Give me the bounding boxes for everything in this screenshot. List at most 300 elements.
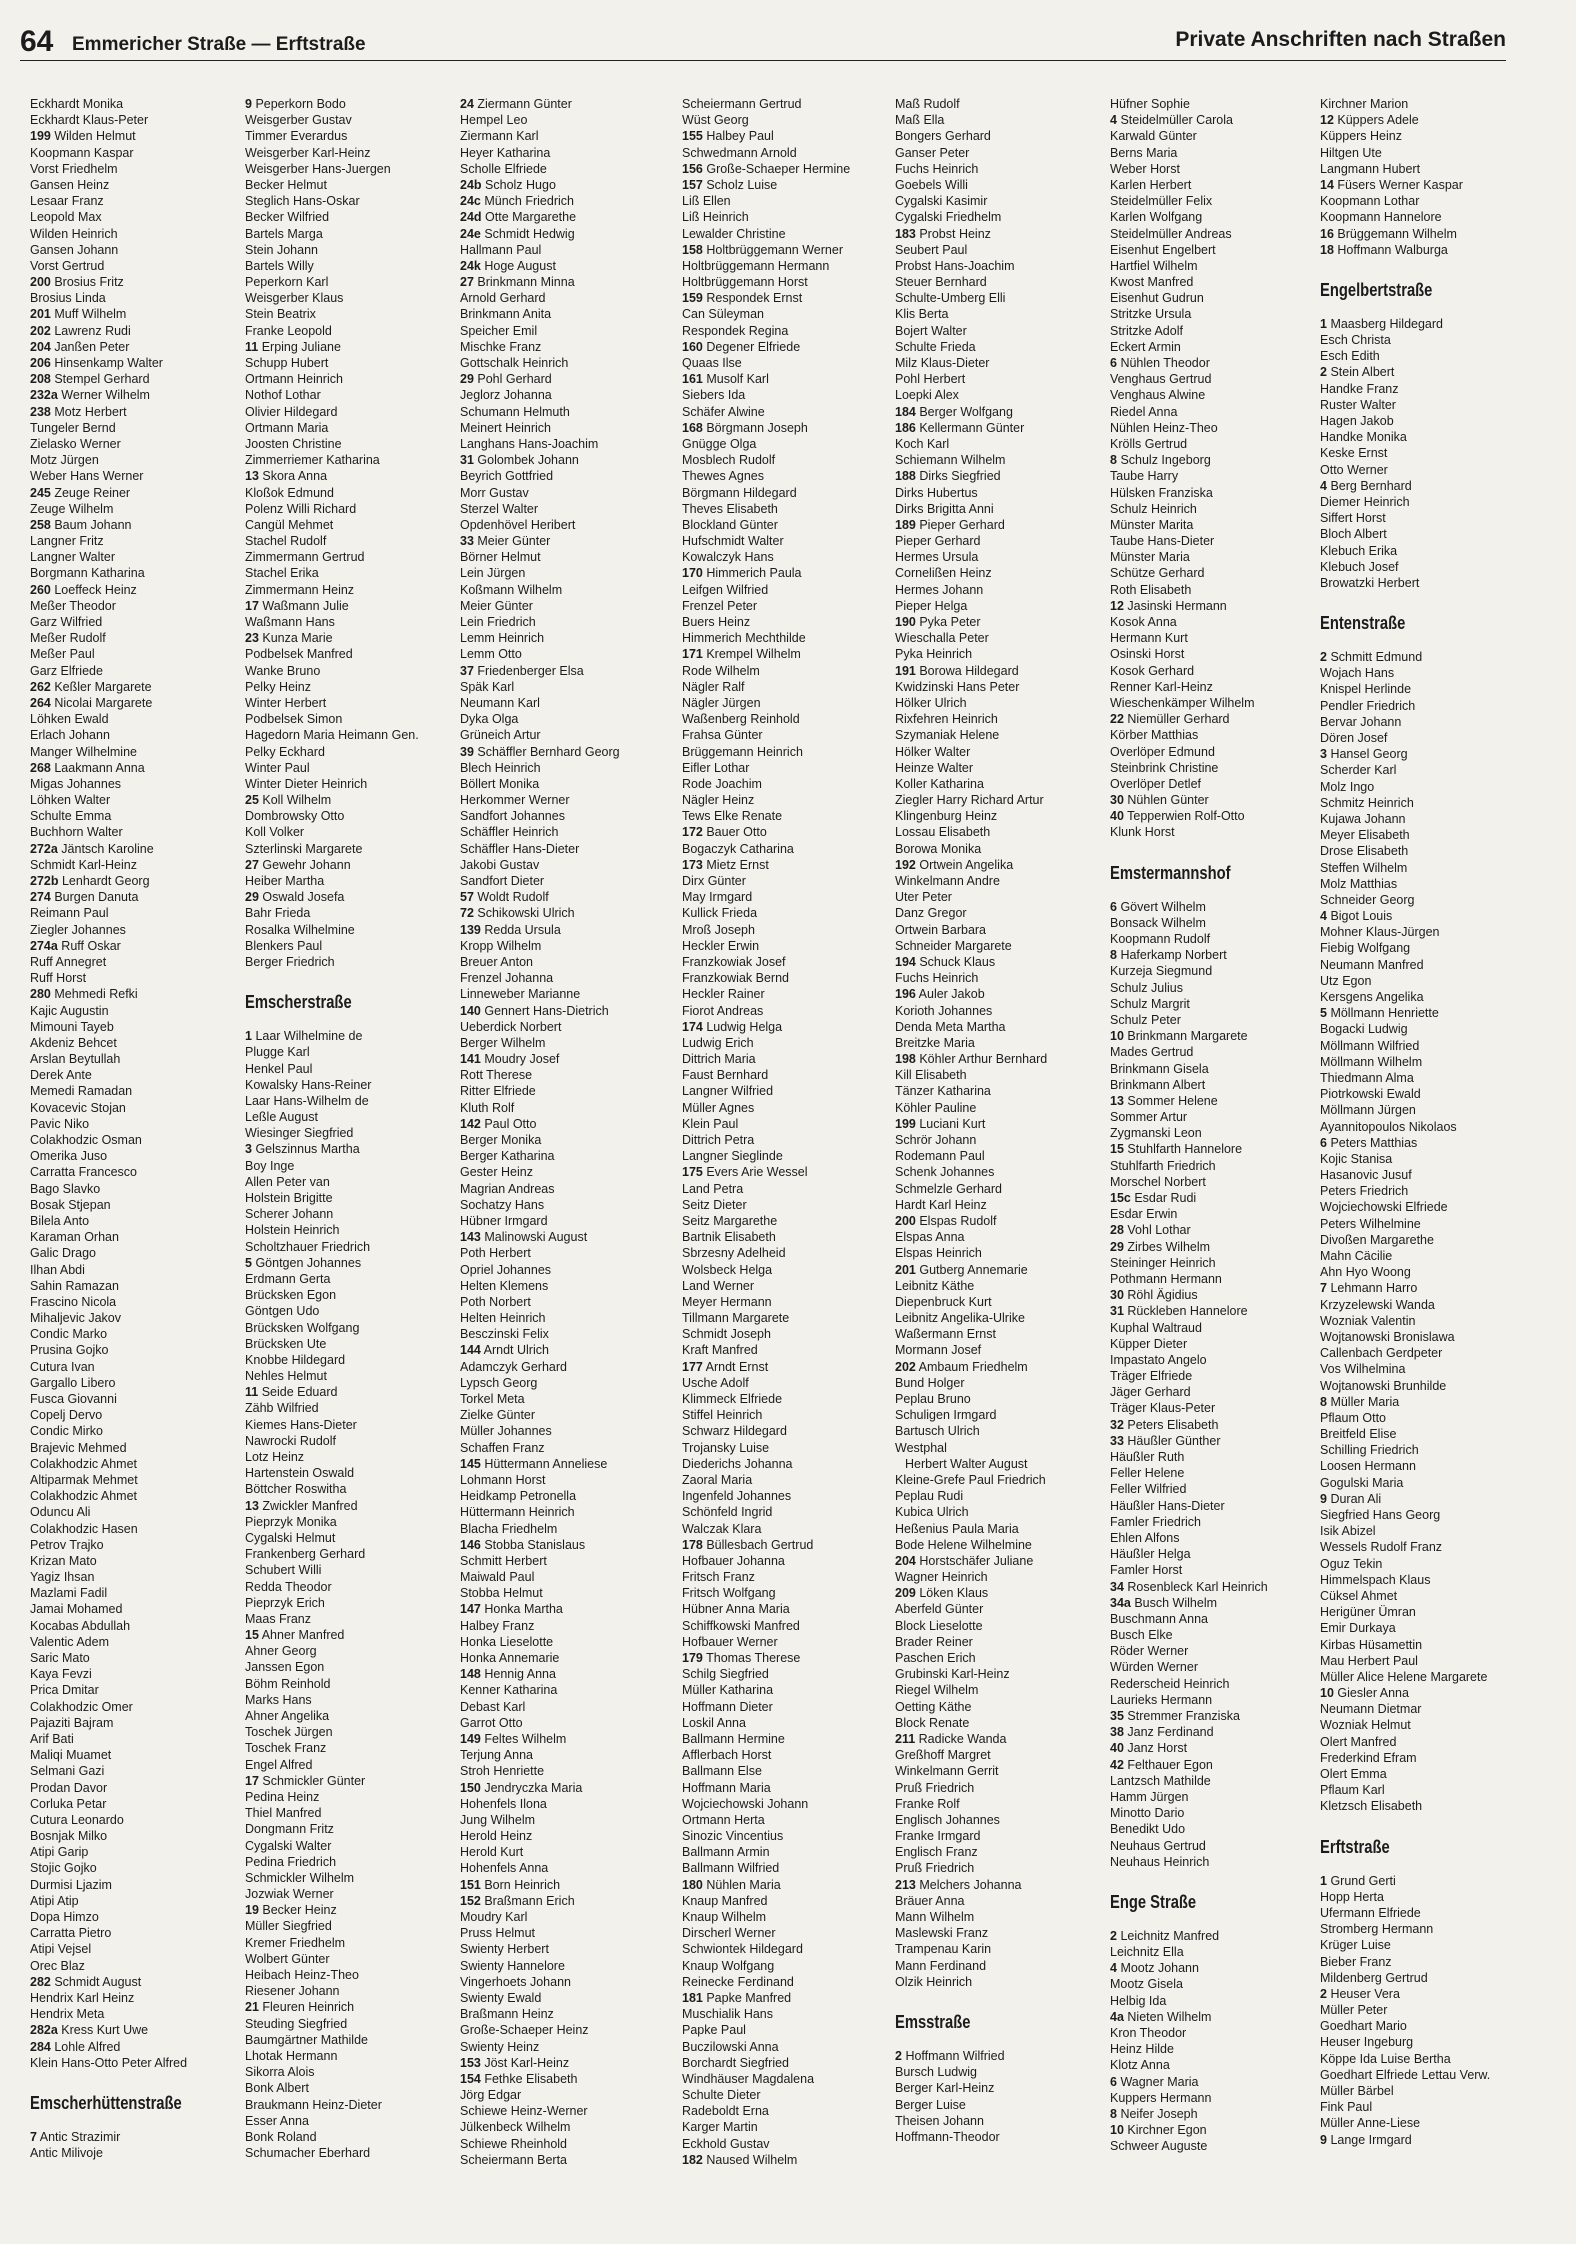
resident-name: Kurzeja Siegmund [1110, 964, 1213, 979]
address-entry [460, 1521, 672, 1537]
house-number: 198 [895, 1052, 916, 1067]
address-entry [1320, 526, 1532, 542]
address-entry [245, 1271, 457, 1287]
resident-name: Swienty Hannelore [460, 1958, 565, 1973]
address-entry [245, 209, 457, 225]
resident-name: Pruss Helmut [460, 1926, 536, 1941]
resident-name: Jendryczka Maria [484, 1780, 583, 1795]
address-entry [895, 371, 1107, 387]
resident-name: Bode Helene Wilhelmine [895, 1537, 1032, 1552]
resident-name: Langner Sieglinde [682, 1149, 783, 1164]
address-entry [682, 355, 894, 371]
resident-name: Ludwig Helga [706, 1019, 783, 1034]
address-entry [245, 1061, 457, 1077]
column-2 [245, 96, 457, 2161]
resident-name: Hoffmann Wilfried [905, 2048, 1005, 2063]
address-entry [682, 1909, 894, 1925]
resident-name: Schweer Auguste [1110, 2139, 1208, 2154]
resident-name: Neuhaus Gertrud [1110, 1838, 1206, 1853]
resident-name: Nicolai Margarete [54, 695, 153, 710]
house-number: 13 [245, 469, 259, 484]
address-entry [1320, 1523, 1532, 1539]
house-number: 262 [30, 679, 51, 694]
address-entry [895, 96, 1107, 112]
address-entry [1320, 1410, 1532, 1426]
house-number: 171 [682, 647, 703, 662]
resident-name: Born Heinrich [484, 1877, 561, 1892]
resident-name: Colakhodzic Omer [30, 1699, 133, 1714]
address-entry [30, 2022, 242, 2038]
address-entry [460, 1132, 672, 1148]
resident-name: Heuser Vera [1330, 1986, 1400, 2001]
resident-name: Afflerbach Horst [682, 1748, 772, 1763]
resident-name: Häußler Ruth [1110, 1450, 1185, 1464]
address-entry [1320, 811, 1532, 827]
address-entry [1320, 989, 1532, 1005]
resident-name: Hohenfels Ilona [460, 1796, 547, 1811]
resident-name: Baumgärtner Mathilde [245, 2032, 368, 2047]
resident-name: Schumacher Eberhard [245, 2146, 371, 2161]
address-entry [245, 1028, 457, 1044]
address-entry [460, 1585, 672, 1601]
address-entry [460, 1326, 672, 1342]
resident-name: Breitzke Maria [895, 1035, 975, 1050]
resident-name: Ilhan Abdi [30, 1262, 85, 1277]
resident-name: Paschen Erich [895, 1651, 976, 1665]
resident-name: Nägler Jürgen [682, 695, 761, 710]
address-entry [682, 1100, 894, 1116]
resident-name: Colakhodzic Osman [30, 1133, 142, 1147]
resident-name: Buers Heinz [682, 615, 751, 629]
resident-name: Venghaus Alwine [1110, 388, 1206, 403]
resident-name: Eisenhut Engelbert [1110, 242, 1216, 257]
house-number: 6 [1320, 1135, 1327, 1150]
address-entry [245, 549, 457, 565]
resident-name: Ruff Oskar [61, 938, 121, 953]
resident-name: Brinkmann Margarete [1127, 1029, 1248, 1044]
address-entry [682, 1763, 894, 1779]
address-entry [895, 323, 1107, 339]
resident-name: Halbey Paul [706, 129, 774, 144]
column-4 [682, 96, 894, 2168]
address-entry [245, 792, 457, 808]
resident-name: Berns Maria [1110, 145, 1178, 160]
resident-name: Buschmann Anna [1110, 1611, 1208, 1626]
address-entry [1320, 1937, 1532, 1953]
resident-name: Karlen Wolfgang [1110, 210, 1203, 225]
address-entry [682, 1504, 894, 1520]
address-entry [30, 1893, 242, 1909]
address-entry [245, 2048, 457, 2064]
address-entry [682, 1796, 894, 1812]
resident-name: Brosius Fritz [54, 275, 124, 290]
address-entry [460, 1666, 672, 1682]
house-number: 11 [245, 339, 259, 354]
house-number: 238 [30, 404, 51, 419]
street-heading: Enge Straße [1110, 1891, 1197, 1912]
resident-name: Cygalski Friedhelm [895, 210, 1002, 225]
resident-name: Böhm Reinhold [245, 1676, 331, 1691]
house-number: 30 [1110, 793, 1124, 808]
resident-name: Röhl Ägidius [1127, 1288, 1198, 1303]
address-entry [460, 2136, 672, 2152]
resident-name: Wagner Heinrich [895, 1570, 988, 1585]
address-entry [30, 1860, 242, 1876]
address-entry [30, 1763, 242, 1779]
address-entry [895, 679, 1107, 695]
resident-name: Renner Karl-Heinz [1110, 679, 1213, 694]
house-number: 25 [245, 793, 259, 808]
address-entry [460, 323, 672, 339]
address-entry [895, 258, 1107, 274]
house-number: 153 [460, 2055, 481, 2070]
address-entry [245, 711, 457, 727]
address-entry [682, 905, 894, 921]
resident-name: Fritsch Wolfgang [682, 1586, 776, 1601]
resident-name: Herold Kurt [460, 1845, 524, 1860]
house-number: 4 [1110, 1961, 1117, 1976]
resident-name: Orec Blaz [30, 1958, 85, 1973]
address-entry [460, 128, 672, 144]
address-entry [245, 1967, 457, 1983]
resident-name: Hölker Ulrich [895, 695, 967, 710]
resident-name: Bongers Gerhard [895, 129, 991, 144]
address-entry [1110, 1368, 1322, 1384]
resident-name: Schmidt Karl-Heinz [30, 857, 137, 872]
address-entry [245, 1627, 457, 1643]
address-entry [682, 1229, 894, 1245]
address-entry [682, 1537, 894, 1553]
address-entry [1110, 1303, 1322, 1319]
resident-name: Heuser Ingeburg [1320, 2035, 1414, 2050]
address-entry [682, 824, 894, 840]
resident-name: Weber Hans Werner [30, 469, 144, 484]
resident-name: Mildenberg Gertrud [1320, 1970, 1428, 1985]
address-entry [682, 970, 894, 986]
address-entry [1320, 1475, 1532, 1491]
resident-name: Benedikt Udo [1110, 1822, 1186, 1837]
address-entry [460, 1925, 672, 1941]
address-entry [1320, 795, 1532, 811]
house-number: 144 [460, 1343, 481, 1358]
address-entry [1110, 145, 1322, 161]
house-number: 168 [682, 420, 703, 435]
address-entry [30, 1941, 242, 1957]
resident-name: Langner Walter [30, 550, 115, 565]
address-entry [245, 1643, 457, 1659]
address-entry [682, 1634, 894, 1650]
resident-name: Gester Heinz [460, 1165, 533, 1180]
address-entry [1320, 145, 1532, 161]
address-entry [30, 792, 242, 808]
address-entry [1110, 646, 1322, 662]
address-entry [1110, 1854, 1322, 1870]
address-entry [1320, 1604, 1532, 1620]
resident-name: Mehmedi Refki [54, 987, 138, 1002]
address-entry [1110, 2074, 1322, 2090]
resident-name: Jäger Gerhard [1110, 1385, 1191, 1400]
address-entry [682, 1067, 894, 1083]
resident-name: Börgmann Joseph [706, 420, 808, 435]
address-entry [1320, 1038, 1532, 1054]
resident-name: Nieten Wilhelm [1127, 2009, 1212, 2024]
address-entry [895, 630, 1107, 646]
address-entry [245, 1870, 457, 1886]
address-entry [30, 954, 242, 970]
resident-name: Pieper Helga [895, 598, 968, 613]
address-entry [895, 1019, 1107, 1035]
address-entry [682, 2119, 894, 2135]
resident-name: Janz Ferdinand [1127, 1725, 1214, 1740]
resident-name: Heinz Hilde [1110, 2042, 1174, 2057]
address-entry [30, 744, 242, 760]
resident-name: Hufschmidt Walter [682, 534, 784, 549]
resident-name: Holstein Brigitte [245, 1191, 333, 1205]
resident-name: Pedina Heinz [245, 1789, 320, 1804]
address-entry [30, 323, 242, 339]
resident-name: Zaoral Maria [682, 1472, 753, 1487]
address-entry [895, 177, 1107, 193]
address-entry [895, 1148, 1107, 1164]
resident-name: Schikowski Ulrich [477, 906, 575, 921]
resident-name: Hoge August [484, 258, 556, 273]
house-number: 149 [460, 1731, 481, 1746]
resident-name: Becker Heinz [262, 1903, 337, 1918]
address-entry [895, 565, 1107, 581]
address-entry [460, 1763, 672, 1779]
house-number: 184 [895, 404, 916, 419]
column-5 [895, 96, 1107, 2145]
resident-name: Kenner Katharina [460, 1683, 558, 1698]
address-entry [1110, 663, 1322, 679]
resident-name: Molz Matthias [1320, 876, 1398, 891]
address-entry [895, 1537, 1107, 1553]
resident-name: Lesaar Franz [30, 194, 104, 209]
address-entry [1320, 1199, 1532, 1215]
address-entry [895, 663, 1107, 679]
address-entry [682, 485, 894, 501]
address-entry [895, 614, 1107, 630]
address-entry [682, 1035, 894, 1051]
address-entry [460, 1148, 672, 1164]
resident-name: Hansel Georg [1330, 747, 1408, 762]
address-entry [30, 1262, 242, 1278]
address-entry [245, 1109, 457, 1125]
resident-name: Omerika Juso [30, 1149, 108, 1164]
resident-name: Schumann Helmuth [460, 404, 570, 419]
resident-name: Schütze Gerhard [1110, 566, 1205, 581]
resident-name: Steglich Hans-Oskar [245, 194, 360, 209]
address-entry [245, 2129, 457, 2145]
address-entry [245, 582, 457, 598]
address-entry [1110, 1976, 1322, 1992]
resident-name: Dopa Himzo [30, 1910, 99, 1924]
resident-name: Pohl Herbert [895, 372, 966, 387]
house-number: 201 [895, 1262, 916, 1277]
address-entry [1110, 931, 1322, 947]
resident-name: Mroß Joseph [682, 922, 755, 937]
house-number: 14 [1320, 177, 1334, 192]
address-entry [895, 452, 1107, 468]
resident-name: Wojach Hans [1320, 666, 1395, 681]
house-number: 146 [460, 1537, 481, 1552]
address-entry [682, 1780, 894, 1796]
address-entry [895, 841, 1107, 857]
house-number: 24k [460, 258, 481, 273]
resident-name: Antic Milivoje [30, 2146, 103, 2161]
resident-name: Handke Monika [1320, 430, 1407, 445]
address-entry [30, 760, 242, 776]
address-entry [1110, 161, 1322, 177]
resident-name: Wiesinger Siegfried [245, 1126, 354, 1141]
address-entry [30, 1585, 242, 1601]
resident-name: Schäffler Heinrich [460, 825, 559, 840]
resident-name: Mazlami Fadil [30, 1586, 108, 1601]
resident-name: Jülkenbeck Wilhelm [460, 2120, 571, 2135]
resident-name: Berger Wilhelm [460, 1035, 546, 1050]
house-number: 204 [30, 339, 51, 354]
resident-name: Meßer Rudolf [30, 631, 106, 646]
address-entry [460, 1893, 672, 1909]
resident-name: Hermann Kurt [1110, 631, 1188, 646]
resident-name: Grubinski Karl-Heinz [895, 1667, 1010, 1682]
address-entry [30, 1618, 242, 1634]
resident-name: Nühlen Theodor [1120, 356, 1210, 370]
column-1 [30, 96, 242, 2161]
address-entry [1320, 2099, 1532, 2115]
house-number: 154 [460, 2071, 481, 2086]
address-entry [30, 1067, 242, 1083]
address-entry [1110, 1708, 1322, 1724]
resident-name: Müller Bärbel [1320, 2084, 1394, 2098]
resident-name: Esch Christa [1320, 333, 1391, 348]
resident-name: Greßhoff Margret [895, 1748, 991, 1763]
address-entry [682, 760, 894, 776]
resident-name: Hülsken Franziska [1110, 485, 1213, 500]
resident-name: Schrör Johann [895, 1133, 977, 1147]
address-entry [1320, 843, 1532, 859]
house-number: 183 [895, 226, 916, 241]
address-entry [895, 1440, 1107, 1456]
resident-name: Esch Edith [1320, 349, 1380, 364]
resident-name: Bonk Albert [245, 2081, 309, 2096]
address-entry [245, 1093, 457, 1109]
address-entry [30, 1278, 242, 1294]
resident-name: Arnold Gerhard [460, 291, 546, 306]
resident-name: Rixfehren Heinrich [895, 712, 998, 727]
resident-name: Ortwein Barbara [895, 922, 987, 937]
address-entry [895, 1407, 1107, 1423]
resident-name: Brücksken Ute [245, 1336, 327, 1351]
resident-name: Mahn Cäcilie [1320, 1249, 1393, 1263]
house-number: 32 [1110, 1417, 1124, 1432]
resident-name: Thiel Manfred [245, 1806, 322, 1821]
resident-name: Ambaum Friedhelm [918, 1359, 1028, 1374]
resident-name: Ziegler Harry Richard Artur [895, 793, 1044, 808]
address-entry [245, 1481, 457, 1497]
address-entry [1320, 2002, 1532, 2018]
address-entry [460, 452, 672, 468]
address-entry [682, 436, 894, 452]
resident-name: Isik Abizel [1320, 1524, 1376, 1539]
address-entry [895, 306, 1107, 322]
address-entry [682, 1877, 894, 1893]
resident-name: Loepki Alex [895, 388, 959, 403]
resident-name: Büllesbach Gertrud [706, 1537, 814, 1552]
address-entry [682, 1488, 894, 1504]
address-entry [895, 1359, 1107, 1375]
resident-name: Boy Inge [245, 1158, 295, 1173]
address-entry [1320, 445, 1532, 461]
resident-name: Opdenhövel Heribert [460, 517, 576, 532]
address-entry [1320, 1507, 1532, 1523]
resident-name: Wolbert Günter [245, 1951, 330, 1966]
address-entry [1110, 1643, 1322, 1659]
house-number: 208 [30, 372, 51, 387]
resident-name: Bloch Albert [1320, 527, 1387, 542]
address-entry [30, 501, 242, 517]
resident-name: Grund Gerti [1330, 1873, 1396, 1888]
resident-name: Schenk Johannes [895, 1165, 995, 1180]
resident-name: Braukmann Heinz-Dieter [245, 2097, 382, 2112]
address-entry [460, 1456, 672, 1472]
address-entry [245, 1417, 457, 1433]
resident-name: Münster Marita [1110, 517, 1194, 532]
address-entry [30, 1909, 242, 1925]
resident-name: Manger Wilhelmine [30, 744, 137, 759]
resident-name: Schäffler Hans-Dieter [460, 841, 580, 856]
resident-name: Ruff Horst [30, 971, 87, 986]
address-entry [460, 274, 672, 290]
resident-name: Schmitt Edmund [1330, 650, 1423, 665]
address-entry [682, 242, 894, 258]
resident-name: Hofbauer Werner [682, 1634, 778, 1649]
resident-name: Naused Wilhelm [706, 2152, 798, 2167]
address-entry [1110, 1271, 1322, 1287]
resident-name: Gansen Heinz [30, 177, 110, 192]
resident-name: Stritzke Ursula [1110, 307, 1192, 322]
resident-name: Berger Monika [460, 1133, 542, 1147]
address-entry [1110, 565, 1322, 581]
resident-name: Diepenbruck Kurt [895, 1294, 992, 1309]
address-entry [682, 1682, 894, 1698]
resident-name: Winkelmann Gerrit [895, 1764, 999, 1779]
address-entry [1110, 1530, 1322, 1546]
resident-name: Stuhlfarth Friedrich [1110, 1158, 1216, 1173]
resident-name: Himmelspach Klaus [1320, 1572, 1431, 1587]
resident-name: Swienty Heinz [460, 2039, 540, 2054]
address-entry [895, 2064, 1107, 2080]
address-entry [30, 1245, 242, 1261]
resident-name: Fethke Elisabeth [484, 2071, 578, 2086]
address-entry [895, 1003, 1107, 1019]
street-heading: Emstermannshof [1110, 862, 1231, 883]
resident-name: Hiltgen Ute [1320, 145, 1382, 160]
resident-name: Trojansky Luise [682, 1440, 770, 1455]
resident-name: Schulz Julius [1110, 980, 1183, 995]
resident-name: Pieper Gerhard [919, 517, 1005, 532]
resident-name: Pyka Peter [919, 615, 981, 629]
address-entry [30, 1844, 242, 1860]
address-entry [895, 1456, 1107, 1472]
address-entry [460, 1181, 672, 1197]
address-entry [245, 1740, 457, 1756]
resident-name: Lemm Heinrich [460, 631, 545, 646]
address-entry [245, 1433, 457, 1449]
address-entry [30, 1650, 242, 1666]
address-entry [682, 161, 894, 177]
resident-name: Krempel Wilhelm [706, 647, 801, 662]
